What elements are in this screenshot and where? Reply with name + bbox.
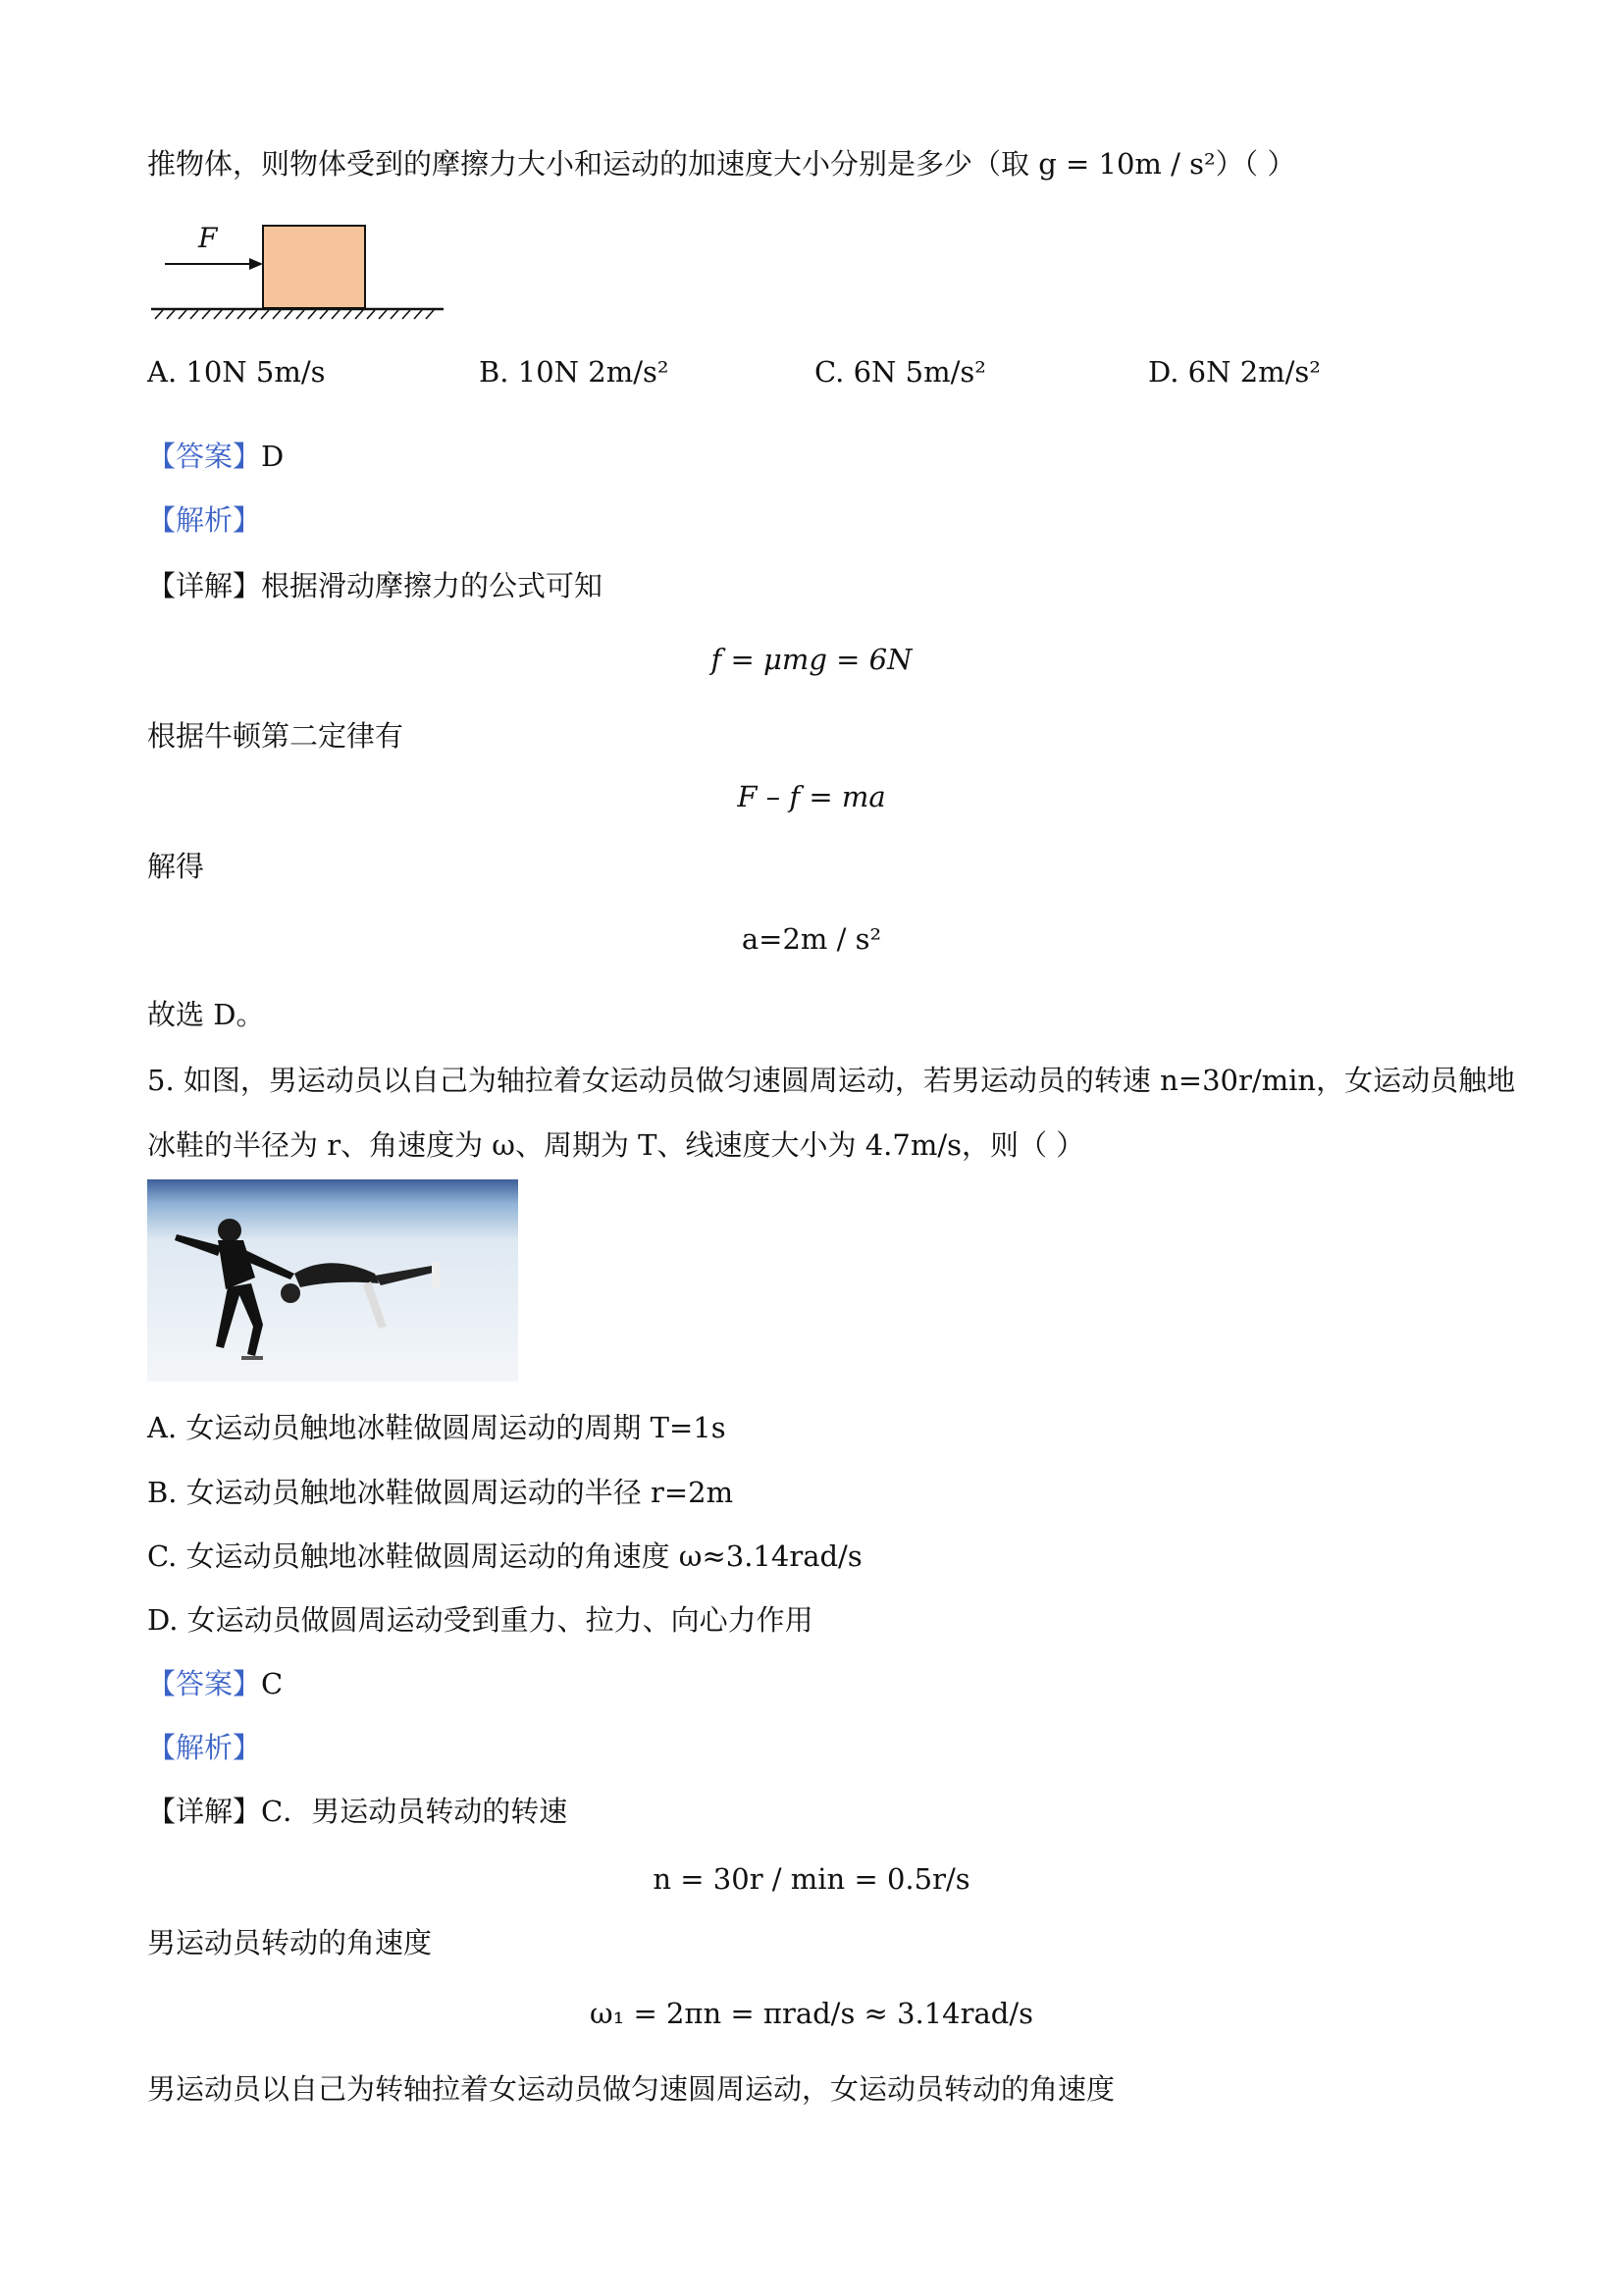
- q5-equation-rotation: n = 30r / min = 0.5r/s: [653, 1862, 970, 1896]
- q4-newton-text: 根据牛顿第二定律有: [147, 719, 404, 753]
- detail-tag: 【详解】: [147, 569, 262, 602]
- q4-block-figure: [147, 218, 451, 328]
- answer-tag: 【答案】: [147, 440, 262, 473]
- q5-option-d: D. 女运动员做圆周运动受到重力、拉力、向心力作用: [147, 1603, 813, 1637]
- male-head: [218, 1219, 241, 1242]
- answer-value: C: [261, 1667, 284, 1700]
- q5-option-a: A. 女运动员触地冰鞋做圆周运动的周期 T=1s: [147, 1411, 726, 1444]
- force-arrow-head: [249, 258, 263, 270]
- q4-equation-friction: f = μmg = 6N: [710, 643, 913, 676]
- q5-analysis-tag: 【解析】: [147, 1731, 262, 1764]
- q5-equation-angular: ω₁ = 2πn = πrad/s ≈ 3.14rad/s: [589, 1997, 1034, 2030]
- q5-detail: [147, 1795, 567, 1829]
- q5-angular-text: 男运动员转动的角速度: [147, 1926, 433, 1959]
- q4-choose-text: 故选 D。: [147, 998, 265, 1031]
- q4-analysis-tag: 【解析】: [147, 503, 262, 537]
- q4-option-a: A. 10N 5m/s: [147, 355, 326, 389]
- answer-tag: 【答案】: [147, 1667, 262, 1700]
- q4-stem-tail: 推物体，则物体受到的摩擦力大小和运动的加速度大小分别是多少（取 g = 10m / s²）（ ）: [147, 147, 1296, 181]
- q5-last-text: 男运动员以自己为转轴拉着女运动员做匀速圆周运动，女运动员转动的角速度: [147, 2072, 1116, 2106]
- female-head: [281, 1283, 300, 1303]
- detail-tag: 【详解】: [147, 1795, 262, 1828]
- q4-answer: [147, 440, 284, 474]
- q5-option-b: B. 女运动员触地冰鞋做圆周运动的半径 r=2m: [147, 1476, 734, 1509]
- q4-solve-text: 解得: [147, 850, 205, 883]
- ground-hatch: [155, 310, 434, 319]
- q4-option-b: B. 10N 2m/s²: [479, 355, 669, 389]
- answer-value: D: [261, 440, 285, 473]
- q4-option-d: D. 6N 2m/s²: [1148, 355, 1321, 389]
- female-skate: [432, 1262, 440, 1287]
- force-label: F: [198, 222, 218, 254]
- detail-intro: C．男运动员转动的转速: [261, 1795, 568, 1828]
- q5-stem-line1: 5. 如图，男运动员以自己为轴拉着女运动员做匀速圆周运动，若男运动员的转速 n=30r/min，女运动员触地: [147, 1064, 1516, 1097]
- male-skate: [241, 1356, 263, 1360]
- q5-stem-line2: 冰鞋的半径为 r、角速度为 ω、周期为 T、线速度大小为 4.7m/s，则（ ）: [147, 1128, 1085, 1162]
- q4-detail: [147, 569, 602, 603]
- q5-skating-photo: [147, 1179, 518, 1382]
- q5-option-c: C. 女运动员触地冰鞋做圆周运动的角速度 ω≈3.14rad/s: [147, 1539, 863, 1573]
- detail-intro: 根据滑动摩擦力的公式可知: [261, 569, 603, 602]
- q4-equation-acceleration: a=2m / s²: [741, 922, 882, 956]
- block: [263, 226, 365, 308]
- q5-answer: [147, 1667, 283, 1701]
- q4-option-c: C. 6N 5m/s²: [814, 355, 986, 389]
- q4-equation-newton: F – f = ma: [737, 780, 886, 813]
